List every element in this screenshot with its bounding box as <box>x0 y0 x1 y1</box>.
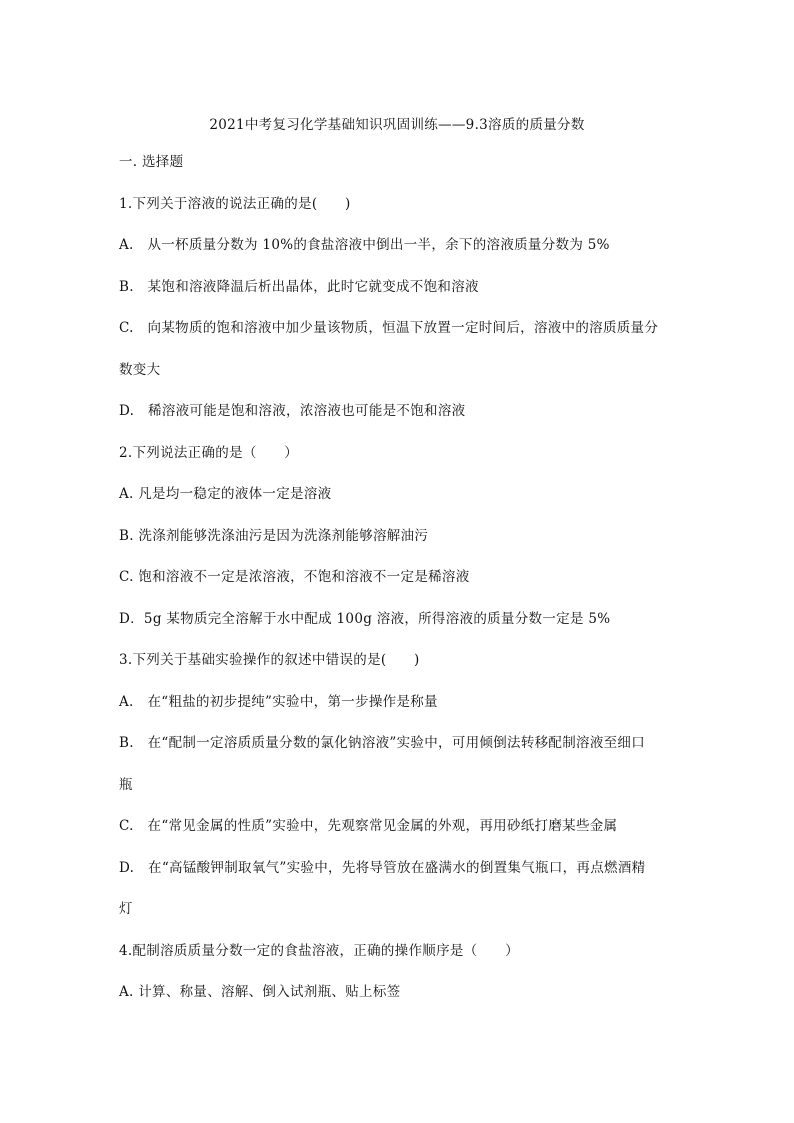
question-2-stem: 2.下列说法正确的是（ ） <box>119 445 299 461</box>
question-2-option-a: A. 凡是均一稳定的液体一定是溶液 <box>119 486 332 502</box>
question-2-option-c: C. 饱和溶液不一定是浓溶液，不饱和溶液不一定是稀溶液 <box>119 569 470 585</box>
document-title: 2021中考复习化学基础知识巩固训练——9.3溶质的质量分数 <box>209 117 585 133</box>
question-1-option-c: C. 向某物质的饱和溶液中加少量该物质，恒温下放置一定时间后，溶液中的溶质质量分 <box>119 320 659 336</box>
question-1-option-b: B. 某饱和溶液降温后析出晶体，此时它就变成不饱和溶液 <box>119 279 479 295</box>
question-3-option-d-continued: 灯 <box>119 901 133 917</box>
question-2-option-b: B. 洗涤剂能够洗涤油污是因为洗涤剂能够溶解油污 <box>119 528 429 544</box>
question-1-option-c-continued: 数变大 <box>119 362 161 378</box>
question-4-stem: 4.配制溶质质量分数一定的食盐溶液，正确的操作顺序是（ ） <box>119 943 519 959</box>
question-3-option-a: A. 在“粗盐的初步提纯”实验中，第一步操作是称量 <box>119 694 438 710</box>
question-3-option-d: D. 在“高锰酸钾制取氧气”实验中，先将导管放在盛满水的倒置集气瓶口，再点燃酒精 <box>119 860 646 876</box>
question-3-option-c: C. 在“常见金属的性质”实验中，先观察常见金属的外观，再用砂纸打磨某些金属 <box>119 818 618 834</box>
question-4-option-a: A. 计算、称量、溶解、倒入试剂瓶、贴上标签 <box>119 984 401 1000</box>
question-3-stem: 3.下列关于基础实验操作的叙述中错误的是( ) <box>119 652 420 668</box>
question-3-option-b: B. 在“配制一定溶质质量分数的氯化钠溶液”实验中，可用倾倒法转移配制溶液至细口 <box>119 735 646 751</box>
question-1-option-d: D. 稀溶液可能是饱和溶液，浓溶液也可能是不饱和溶液 <box>119 403 466 419</box>
question-1-option-a: A. 从一杯质量分数为 10%的食盐溶液中倒出一半，余下的溶液质量分数为 5% <box>119 237 610 253</box>
section-heading: 一. 选择题 <box>119 154 184 170</box>
question-1-stem: 1.下列关于溶液的说法正确的是( ) <box>119 196 351 212</box>
question-3-option-b-continued: 瓶 <box>119 777 133 793</box>
question-2-option-d: D．5g 某物质完全溶解于水中配成 100g 溶液，所得溶液的质量分数一定是 5% <box>119 611 611 627</box>
